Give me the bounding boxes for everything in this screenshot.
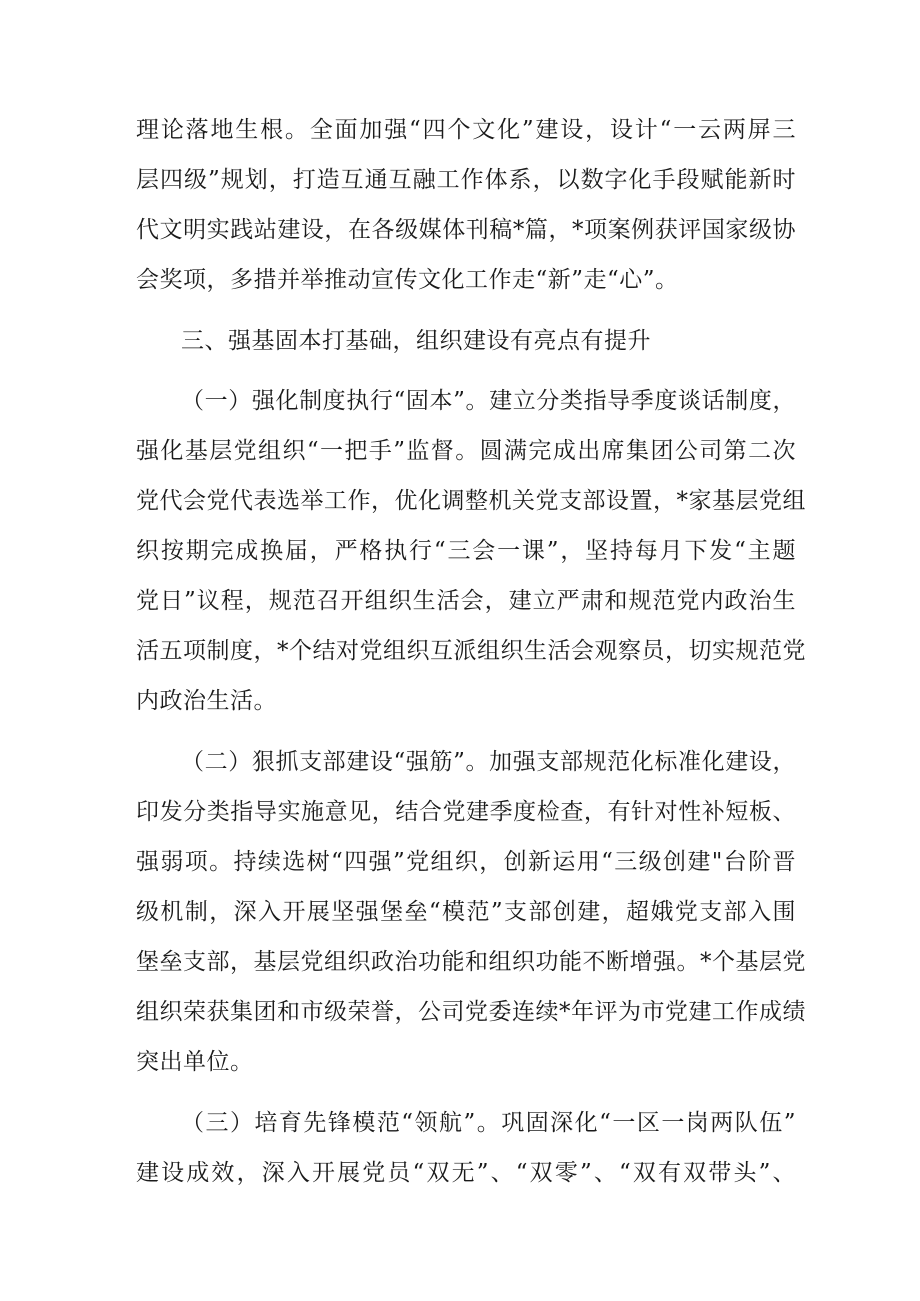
paragraph-line: 活五项制度，*个结对党组织互派组织生活会观察员，切实规范党 — [136, 638, 806, 664]
paragraph-line: 理论落地生根。全面加强“四个文化”建设，设计“一云两屏三 — [136, 117, 796, 143]
paragraph-line: 突出单位。 — [136, 1049, 254, 1075]
paragraph-line: 党代会党代表选举工作，优化调整机关党支部设置，*家基层党组 — [136, 488, 806, 514]
paragraph-line: 建设成效，深入开展党员“双无”、“双零”、“双有双带头”、 — [136, 1160, 796, 1186]
paragraph-line: 强化基层党组织“一把手”监督。圆满完成出席集团公司第二次 — [136, 438, 796, 464]
paragraph-line: 组织荣获集团和市级荣誉，公司党委连续*年评为市党建工作成绩 — [136, 999, 806, 1025]
paragraph-line: 级机制，深入开展坚强堡垒“模范”支部创建，超娥党支部入围 — [136, 899, 796, 925]
paragraph-line: 强弱项。持续选树“四强”党组织，创新运用“三级创建"台阶晋 — [136, 849, 796, 875]
paragraph-line: 会奖项，多措并举推动宣传文化工作走“新”走“心”。 — [136, 267, 679, 293]
paragraph-line: 堡垒支部，基层党组织政治功能和组织功能不断增强。*个基层党 — [136, 949, 806, 975]
section-heading: 三、强基固本打基础，组织建设有亮点有提升 — [181, 328, 651, 354]
paragraph-line: （三）培育先锋模范“领航”。巩固深化“一区一岗两队伍” — [181, 1110, 796, 1136]
paragraph-line: 层四级”规划，打造互通互融工作体系，以数字化手段赋能新时 — [136, 167, 796, 193]
paragraph-line: 党日”议程，规范召开组织生活会，建立严肃和规范党内政治生 — [136, 588, 796, 614]
paragraph-line: （二）狠抓支部建设“强筋”。加强支部规范化标准化建设， — [181, 749, 796, 775]
paragraph-line: （一）强化制度执行“固本”。建立分类指导季度谈话制度， — [181, 388, 796, 414]
paragraph-line: 内政治生活。 — [136, 688, 277, 714]
paragraph-line: 印发分类指导实施意见，结合党建季度检查，有针对性补短板、 — [136, 799, 796, 825]
paragraph-line: 代文明实践站建设，在各级媒体刊稿*篇，*项案例获评国家级协 — [136, 217, 796, 243]
paragraph-line: 织按期完成换届，严格执行“三会一课”，坚持每月下发“主题 — [136, 538, 796, 564]
